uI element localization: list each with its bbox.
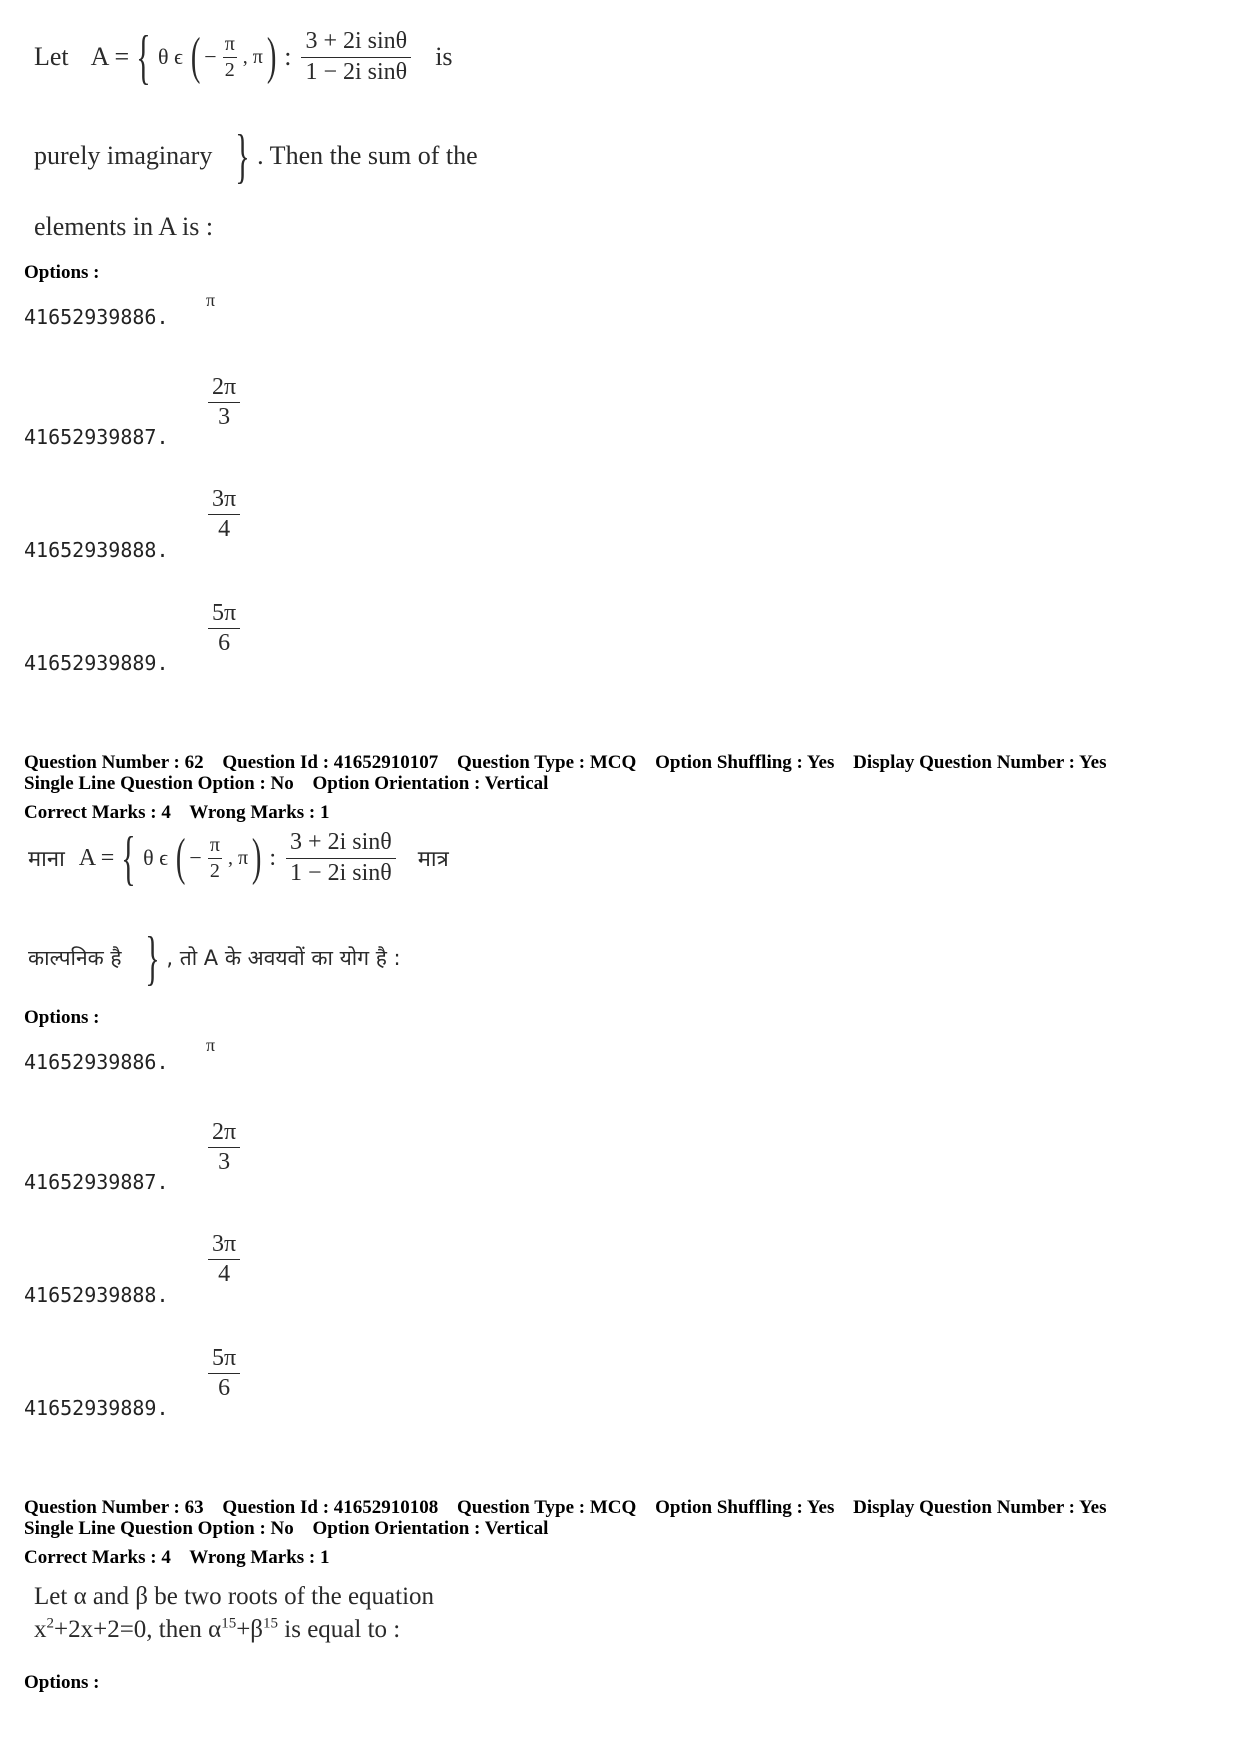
q63-eq-sup2: 15 xyxy=(221,1615,237,1632)
q62-correct-marks: Correct Marks : 4 xyxy=(24,802,171,823)
q62-meta-line1 xyxy=(24,752,1120,773)
q62-option-1-value: π xyxy=(206,1035,216,1055)
q62-option-4-fraction xyxy=(208,1346,240,1401)
q62-wrong-marks: Wrong Marks : 1 xyxy=(189,802,330,823)
q61-theta-in: θ ϵ xyxy=(157,44,183,69)
q61-option-4-num: 5π xyxy=(208,601,240,629)
q61-main-fraction xyxy=(301,29,411,84)
q62-option-1-id[interactable]: 41652939886. xyxy=(24,1050,169,1074)
q63-meta-line2 xyxy=(24,1518,562,1539)
q61-colon: : xyxy=(284,42,292,71)
q63-eq-sup1: 2 xyxy=(46,1615,54,1632)
q62-option-4-den: 6 xyxy=(218,1375,231,1402)
open-paren-icon: ( xyxy=(175,829,186,886)
q61-option-3-den: 4 xyxy=(218,516,231,543)
q61-option-3-id[interactable]: 41652939888. xyxy=(24,538,169,562)
q62-orientation: Option Orientation : Vertical xyxy=(312,773,549,794)
q62-option-2-value xyxy=(202,1120,246,1175)
q62-display-number: Display Question Number : Yes xyxy=(853,752,1107,773)
q62-option-3-num: 3π xyxy=(208,1232,240,1260)
q62-stem-line2 xyxy=(28,926,401,990)
q62-option-4-num: 5π xyxy=(208,1346,240,1374)
q61-options-label: Options : xyxy=(24,262,100,283)
q63-eq-c: +β xyxy=(236,1616,264,1643)
q61-option-3-num: 3π xyxy=(208,487,240,515)
q62-theta-in: θ ϵ xyxy=(143,845,169,870)
q63-stem-line1: Let α and β be two roots of the equation xyxy=(34,1583,435,1610)
q63-orientation: Option Orientation : Vertical xyxy=(312,1518,549,1539)
q62-option-shuffling: Option Shuffling : Yes xyxy=(655,752,835,773)
q62-option-4-value xyxy=(202,1346,246,1401)
open-paren-icon: ( xyxy=(190,28,201,85)
q63-question-type: Question Type : MCQ xyxy=(457,1497,637,1518)
q62-main-fraction xyxy=(286,830,396,885)
q62-set-var: A = xyxy=(78,844,115,871)
q61-purely-imaginary: purely imaginary xyxy=(34,141,213,170)
q63-options-label: Options : xyxy=(24,1672,100,1693)
q61-is: is xyxy=(435,42,453,71)
q63-meta-line1 xyxy=(24,1497,1120,1518)
q61-stem-line1 xyxy=(34,22,453,92)
q61-interval-den: 2 xyxy=(224,58,235,81)
q61-frac-den: 1 − 2i sinθ xyxy=(305,58,408,85)
q62-meta-line2 xyxy=(24,773,562,794)
q61-interval-num: π xyxy=(223,34,237,58)
q62-option-2-id[interactable]: 41652939887. xyxy=(24,1170,169,1194)
q62-colon: : xyxy=(269,844,277,871)
q61-minus: − xyxy=(204,44,217,69)
close-brace-icon: } xyxy=(235,123,250,189)
q63-option-shuffling: Option Shuffling : Yes xyxy=(655,1497,835,1518)
q61-option-4-value xyxy=(202,601,246,656)
q62-option-2-num: 2π xyxy=(208,1120,240,1148)
q62-option-2-fraction xyxy=(208,1120,240,1175)
q61-option-2-fraction xyxy=(208,375,240,430)
q61-option-2-value xyxy=(202,375,246,430)
q61-option-2-num: 2π xyxy=(208,375,240,403)
q61-option-1-value: π xyxy=(206,290,216,310)
q61-option-3-value xyxy=(202,487,246,542)
q62-minus: − xyxy=(189,845,202,870)
q62-purely-imaginary: काल्पनिक है xyxy=(28,946,122,970)
q62-option-3-den: 4 xyxy=(218,1261,231,1288)
q63-correct-marks: Correct Marks : 4 xyxy=(24,1547,171,1568)
close-paren-icon: ) xyxy=(251,829,262,886)
q61-let: Let xyxy=(34,42,69,71)
q61-option-1-id[interactable]: 41652939886. xyxy=(24,305,169,329)
q62-is: मात्र xyxy=(417,847,449,872)
close-brace-icon: } xyxy=(144,925,160,991)
q62-option-2-den: 3 xyxy=(218,1149,231,1176)
q62-then: , तो A के अवयवों का योग है : xyxy=(166,946,401,970)
q62-question-id: Question Id : 41652910107 xyxy=(222,752,439,773)
q62-frac-den: 1 − 2i sinθ xyxy=(290,859,392,886)
q63-display-number: Display Question Number : Yes xyxy=(853,1497,1107,1518)
q61-option-4-id[interactable]: 41652939889. xyxy=(24,651,169,675)
q61-option-2-den: 3 xyxy=(218,404,231,431)
q61-comma-pi: , π xyxy=(242,45,263,68)
open-brace-icon: { xyxy=(136,24,151,90)
q62-frac-num: 3 + 2i sinθ xyxy=(286,830,396,858)
q62-option-3-value xyxy=(202,1232,246,1287)
q61-interval-fraction xyxy=(223,34,237,81)
q61-stem-line3: elements in A is : xyxy=(34,212,214,241)
q62-option-3-id[interactable]: 41652939888. xyxy=(24,1283,169,1307)
q63-eq-d: is equal to : xyxy=(278,1616,401,1643)
q63-single-line: Single Line Question Option : No xyxy=(24,1518,294,1539)
q62-option-3-fraction xyxy=(208,1232,240,1287)
q62-comma-pi: , π xyxy=(227,846,249,869)
q63-eq-sup3: 15 xyxy=(263,1615,279,1632)
q61-option-3-fraction xyxy=(208,487,240,542)
q61-set-var: A = xyxy=(90,42,130,71)
q62-stem-line1 xyxy=(28,823,449,893)
open-brace-icon: { xyxy=(121,825,136,891)
q62-interval-den: 2 xyxy=(209,859,220,882)
q62-interval-num: π xyxy=(208,835,222,859)
q61-stem-line2 xyxy=(34,124,478,188)
q62-single-line: Single Line Question Option : No xyxy=(24,773,294,794)
q61-then: . Then the sum of the xyxy=(257,141,478,170)
q62-marks xyxy=(24,802,343,823)
q63-stem-line2 xyxy=(34,1616,400,1644)
q61-option-4-den: 6 xyxy=(218,630,231,657)
q62-question-type: Question Type : MCQ xyxy=(457,752,637,773)
q61-option-2-id[interactable]: 41652939887. xyxy=(24,425,169,449)
close-paren-icon: ) xyxy=(266,28,277,85)
q62-interval-fraction xyxy=(208,835,222,882)
q62-let: माना xyxy=(28,847,65,872)
q61-option-4-fraction xyxy=(208,601,240,656)
q62-options-label: Options : xyxy=(24,1007,100,1028)
q63-marks xyxy=(24,1547,343,1568)
q63-eq-x: x xyxy=(34,1616,47,1643)
q63-wrong-marks: Wrong Marks : 1 xyxy=(189,1547,330,1568)
q62-option-4-id[interactable]: 41652939889. xyxy=(24,1396,169,1420)
q61-frac-num: 3 + 2i sinθ xyxy=(301,29,411,57)
q63-question-number: Question Number : 63 xyxy=(24,1497,204,1518)
q63-question-id: Question Id : 41652910108 xyxy=(222,1497,439,1518)
q63-eq-b: +2x+2=0, then α xyxy=(54,1616,222,1643)
q62-question-number: Question Number : 62 xyxy=(24,752,204,773)
